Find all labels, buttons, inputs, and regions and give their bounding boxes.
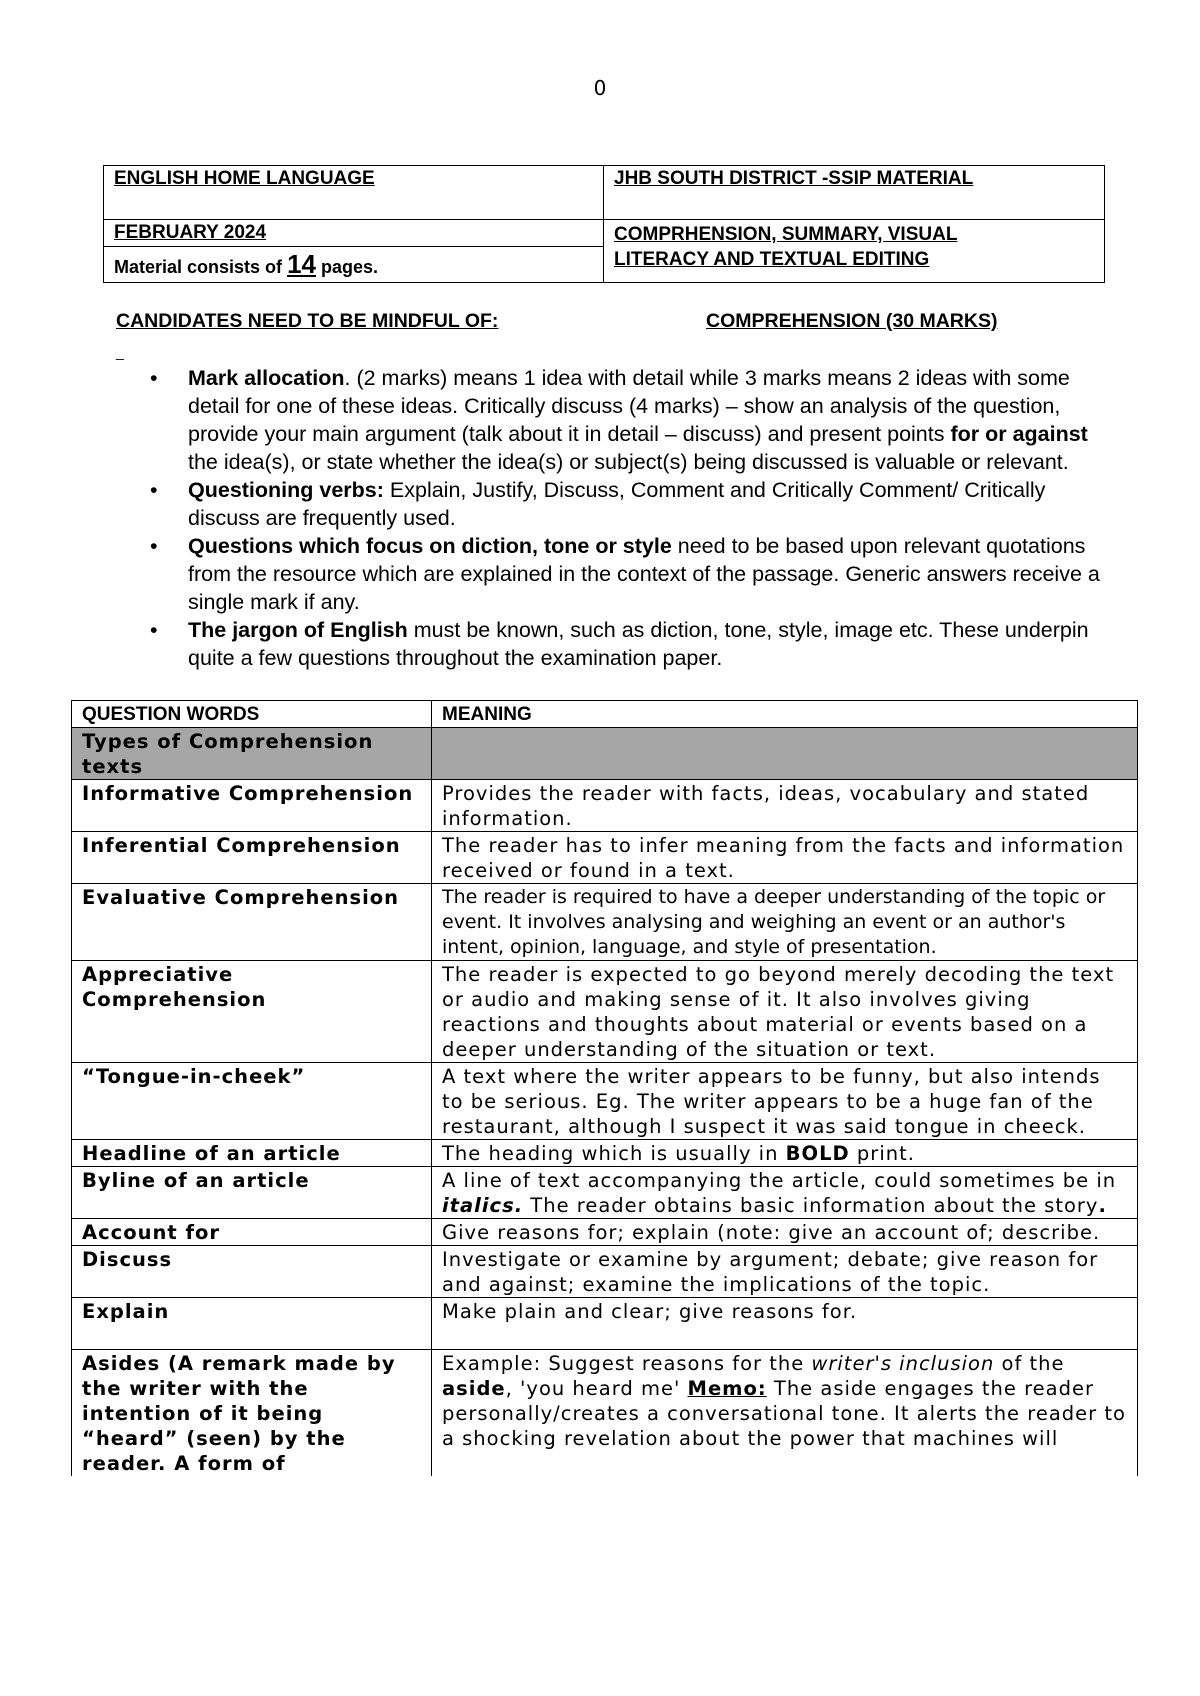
dash-mark: _ — [116, 344, 124, 360]
section-heading: COMPREHENSION (30 MARKS) — [706, 310, 998, 332]
page-number: 0 — [593, 76, 607, 100]
question-words-table — [71, 700, 1138, 1476]
table-row: Appreciative Comprehension The reader is expected to go beyond merely decoding the text or audio and making sense of it. It also involves giving reactions and thoughts about material or events based on a deeper understanding of the situation or text. — [72, 961, 1138, 1063]
page-count: 14 — [287, 249, 316, 279]
table-row: Inferential Comprehension The reader has to infer meaning from the facts and information received or found in a text. — [72, 832, 1138, 884]
bullet-item: • Questions which focus on diction, tone or style need to be based upon relevant quotations from the resource which are explained in the context of the passage. Generic answers receive a single mark if any. — [150, 534, 1100, 614]
section-row — [72, 728, 1138, 780]
district: JHB SOUTH DISTRICT -SSIP MATERIAL — [614, 168, 974, 189]
table-row: Account for Give reasons for; explain (note: give an account of; describe. — [72, 1219, 1138, 1246]
table-header-row — [72, 701, 1138, 728]
subject: ENGLISH HOME LANGUAGE — [114, 168, 375, 189]
bullet-list — [150, 364, 1110, 672]
material-suffix: pages. — [321, 257, 379, 277]
bullet-item: • Mark allocation. (2 marks) means 1 idea with detail while 3 marks means 2 ideas with some detail for one of these ideas. Critically discuss (4 marks) – show an analysis of the question, provide your main argument (talk about it in detail – discuss) and present points for or against the idea(s), or state whether the idea(s) or subject(s) being discussed is valuable or relevant. — [150, 366, 1088, 474]
topic-cell — [604, 220, 1105, 283]
table-row: Explain Make plain and clear; give reasons for. — [72, 1298, 1138, 1350]
bullet-item: • Questioning verbs: Explain, Justify, Discuss, Comment and Critically Comment/ Critically discuss are frequently used. — [150, 478, 1046, 530]
bullet-item: • The jargon of English must be known, such as diction, tone, style, image etc. These underpin quite a few questions throughout the examination paper. — [150, 618, 1089, 670]
subject-cell — [104, 166, 604, 220]
topic-line1: COMPRHENSION, SUMMARY, VISUAL — [614, 224, 958, 245]
material-prefix: Material consists of — [114, 257, 283, 277]
date: FEBRUARY 2024 — [114, 222, 267, 243]
material-cell — [104, 247, 604, 283]
col2-header: MEANING — [432, 701, 1138, 728]
district-cell — [604, 166, 1105, 220]
date-cell — [104, 220, 604, 247]
topic-line2: LITERACY AND TEXTUAL EDITING — [614, 249, 930, 270]
mindful-heading: CANDIDATES NEED TO BE MINDFUL OF: — [116, 310, 499, 332]
table-row: “Tongue-in-cheek” A text where the writer appears to be funny, but also intends to be serious. Eg. The writer appears to be a huge fan of the restaurant, although I suspect it was said tongue in cheeck. — [72, 1063, 1138, 1140]
table-row: Discuss Investigate or examine by argument; debate; give reason for and against; examine the implications of the topic. — [72, 1246, 1138, 1298]
table-row: Informative Comprehension Provides the reader with facts, ideas, vocabulary and stated information. — [72, 780, 1138, 832]
table-row: Asides (A remark made by the writer with the intention of it being “heard” (seen) by the reader. A form of Example: Suggest reasons for the writer's inclusion of the aside, 'you heard me' Memo: The aside engages the reader personally/creates a conversational tone. It alerts the reader to a shocking revelation about the power that machines will — [72, 1350, 1138, 1477]
section-label: Types of Comprehension texts — [72, 728, 432, 780]
table-row: Evaluative Comprehension The reader is required to have a deeper understanding of the topic or event. It involves analysing and weighing an event or an author's intent, opinion, language, and style of presentation. — [72, 884, 1138, 961]
table-row: Headline of an article The heading which is usually in BOLD print. — [72, 1140, 1138, 1167]
col1-header: QUESTION WORDS — [72, 701, 432, 728]
table-row: Byline of an article A line of text accompanying the article, could sometimes be in italics. The reader obtains basic information about the story. — [72, 1167, 1138, 1219]
header-table — [103, 165, 1105, 283]
